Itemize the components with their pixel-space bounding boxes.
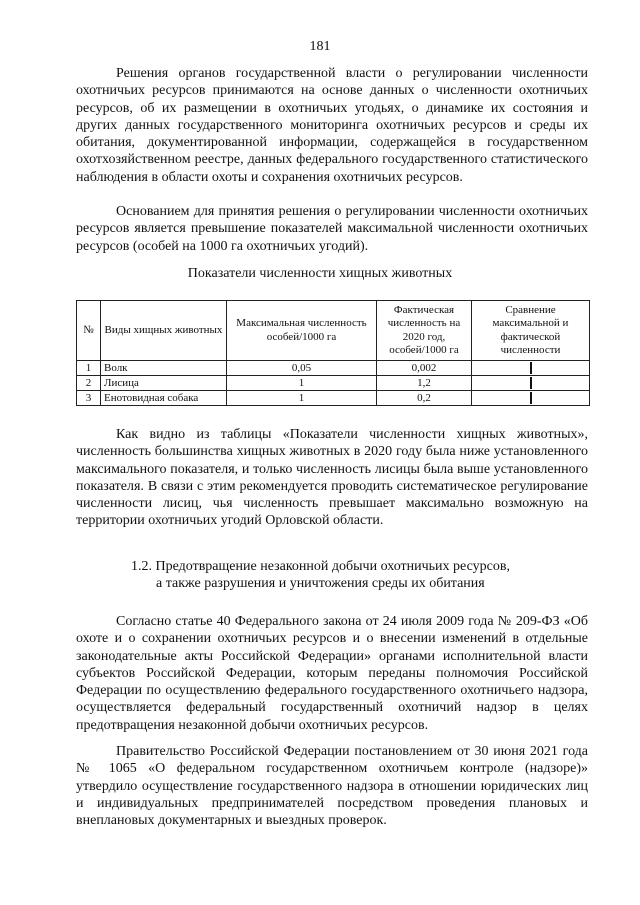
row-max-density: 1 <box>227 376 377 391</box>
row-species: Лисица <box>101 376 227 391</box>
row-comparison <box>472 391 590 406</box>
row-max-density: 0,05 <box>227 361 377 376</box>
section-heading-line1: 1.2. Предотвращение незаконной добычи охотничьих ресурсов, <box>131 559 510 574</box>
table-row <box>77 361 590 376</box>
section-heading <box>0 558 640 593</box>
header-species: Виды хищных животных <box>101 301 227 361</box>
paragraph-regulation-basis: Основанием для принятия решения о регулировании численности охотничьих ресурсов является превышение показателей максимальной численности охотничьих ресурсов (особей на 1000 га охотничьих угодий). <box>76 204 588 254</box>
row-actual-density: 0,2 <box>377 391 472 406</box>
table-header-row <box>77 301 590 361</box>
row-actual-density: 0,002 <box>377 361 472 376</box>
row-number: 1 <box>77 361 101 376</box>
row-comparison <box>472 361 590 376</box>
header-max-density: Максимальная численность особей/1000 га <box>227 301 377 361</box>
up-arrow-icon <box>530 377 532 389</box>
paragraph-regulation-decisions: Решения органов государственной власти о регулировании численности охотничьих ресурсов принимаются на основе данных о численности охотничьих ресурсов, об их размещении в охотничьих угодьях, о динамике их состояния и других данных государственного мониторинга охотничьих ресурсов и среды их обитания, документированной информации, содержащейся в государственном охотхозяйственном реестре, данных федерального государственного статистического наблюдения в области охоты и сохранения охотничьих ресурсов. <box>76 66 588 185</box>
down-arrow-icon <box>530 362 532 374</box>
predator-numbers-table <box>76 300 590 406</box>
row-number: 3 <box>77 391 101 406</box>
section-heading-line2: а также разрушения и уничтожения среды их обитания <box>156 576 485 592</box>
header-comparison: Сравнение максимальной и фактической численности <box>472 301 590 361</box>
row-comparison <box>472 376 590 391</box>
table-title: Показатели численности хищных животных <box>187 266 453 281</box>
paragraph-government-decree: Правительство Российской Федерации постановлением от 30 июня 2021 года № 1065 «О федеральном государственном охотничьем контроле (надзоре)» утвердило осуществление государственного надзора в отношении юридических лиц и индивидуальных предпринимателей посредством проведения плановых и внеплановых документарных и выездных проверок. <box>76 744 588 829</box>
row-number: 2 <box>77 376 101 391</box>
header-actual-density: Фактическая численность на 2020 год, особей/1000 га <box>377 301 472 361</box>
row-max-density: 1 <box>227 391 377 406</box>
paragraph-federal-law: Согласно статье 40 Федерального закона от 24 июля 2009 года № 209-ФЗ «Об охоте и о сохранении охотничьих ресурсов и о внесении изменений в отдельные законодательные акты Российской Федерации» органами исполнительной власти субъектов Российской Федерации, которым переданы полномочия Российской Федерации по осуществлению федерального государственного охотничьего надзора, осуществляется федеральный государственный охотничий надзор в целях предотвращения незаконной добычи охотничьих ресурсов. <box>76 614 588 733</box>
paragraph-table-conclusion: Как видно из таблицы «Показатели численности хищных животных», численность большинства хищных животных в 2020 году была ниже установленного максимального показателя, и только численность лисицы была выше установленного показателя. В связи с этим рекомендуется проводить систематическое регулирование численности лисиц, чья численность превышает максимально возможную на территории охотничьих угодий Орловской области. <box>76 427 588 529</box>
row-actual-density: 1,2 <box>377 376 472 391</box>
row-species: Енотовидная собака <box>101 391 227 406</box>
row-species: Волк <box>101 361 227 376</box>
page-number: 181 <box>309 39 331 54</box>
table-row <box>77 376 590 391</box>
header-number: № <box>77 301 101 361</box>
down-arrow-icon <box>530 392 532 404</box>
table-row <box>77 391 590 406</box>
